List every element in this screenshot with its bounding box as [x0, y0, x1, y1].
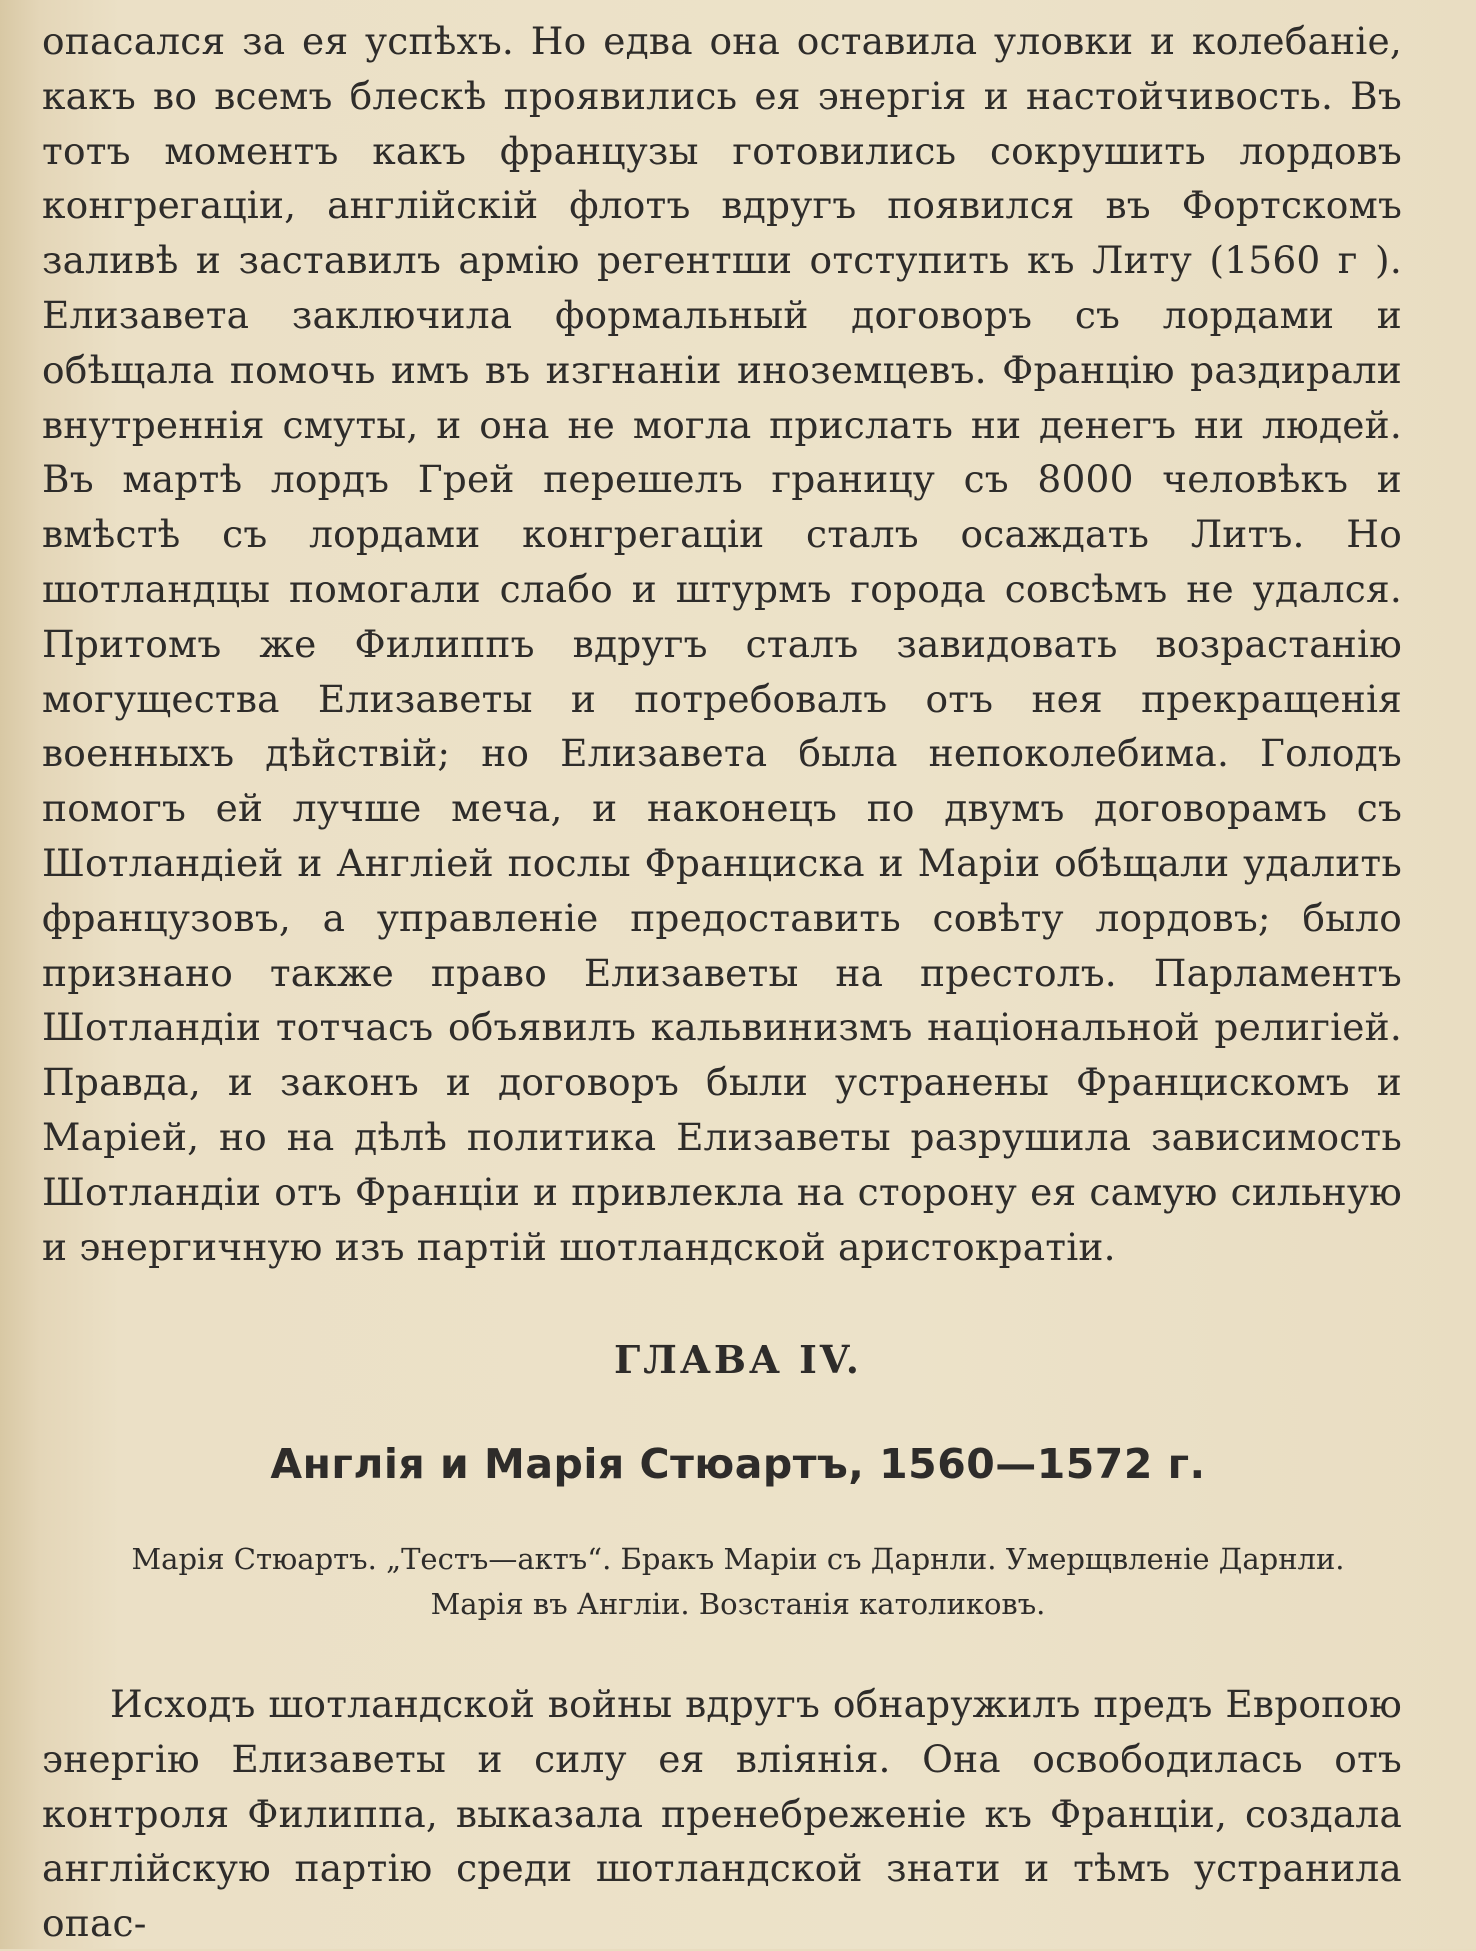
- paragraph-continuation: опасался за ея успѣхъ. Но едва она оставила уловки и колебанiе, какъ во всемъ блескѣ проявились ея энергiя и настойчивость. Въ тотъ моментъ какъ французы готовились сокрушить лордовъ конгрегацiи, англiйскiй флотъ вдругъ появился въ Фортскомъ заливѣ и заставилъ армiю регентши отступить къ Литу (1560 г ). Елизавета заключила формальный договоръ съ лордами и обѣщала помочь имъ въ изгнанiи иноземцевъ. Францiю раздирали внутреннiя смуты, и она не могла прислать ни денегъ ни людей. Въ мартѣ лордъ Грей перешелъ границу съ 8000 человѣкъ и вмѣстѣ съ лордами конгрегацiи сталъ осаждать Литъ. Но шотландцы помогали слабо и штурмъ города совсѣмъ не удался. Притомъ же Филиппъ вдругъ сталъ завидовать возрастанiю могущества Елизаветы и потребовалъ отъ нея прекращенiя военныхъ дѣйствiй; но Елизавета была непоколебима. Голодъ помогъ ей лучше меча, и наконецъ по двумъ договорамъ съ Шотландiей и Англiей послы Франциска и Марiи обѣщали удалить французовъ, а управленiе предоставить совѣту лордовъ; было признано также право Елизаветы на престолъ. Парламентъ Шотландiи тотчасъ объявилъ кальвинизмъ нацiональной религiей. Правда, и законъ и договоръ были устранены Францискомъ и Марiей, но на дѣлѣ политика Елизаветы разрушила зависимость Шотландiи отъ Францiи и привлекла на сторону ея самую сильную и энергичную изъ партiй шотландской аристократiи.: [42, 19, 1402, 1269]
- chapter-number: ГЛАВА IV.: [614, 1337, 862, 1382]
- chapter-summary: [42, 1537, 1434, 1627]
- chapter-title: Англiя и Марiя Стюартъ, 1560—1572 г.: [270, 1440, 1206, 1488]
- chapter-opening-text: Исходъ шотландской войны вдругъ обнаружилъ предъ Европою энергiю Елизаветы и силу ея влiянiя. Она освободилась отъ контроля Филиппа, выказала пренебреженiе къ Францiи, создала англiйскую партiю среди шотландской знати и тѣмъ устранила опас-: [42, 1682, 1402, 1946]
- summary-line-2: Марiя въ Англiи. Возстанiя католиковъ.: [430, 1587, 1046, 1621]
- chapter-opening-paragraph: [42, 1677, 1402, 1951]
- summary-line-1: Марiя Стюартъ. „Тестъ—актъ“. Бракъ Марiи съ Дарнли. Умерщвленiе Дарнли.: [131, 1542, 1345, 1576]
